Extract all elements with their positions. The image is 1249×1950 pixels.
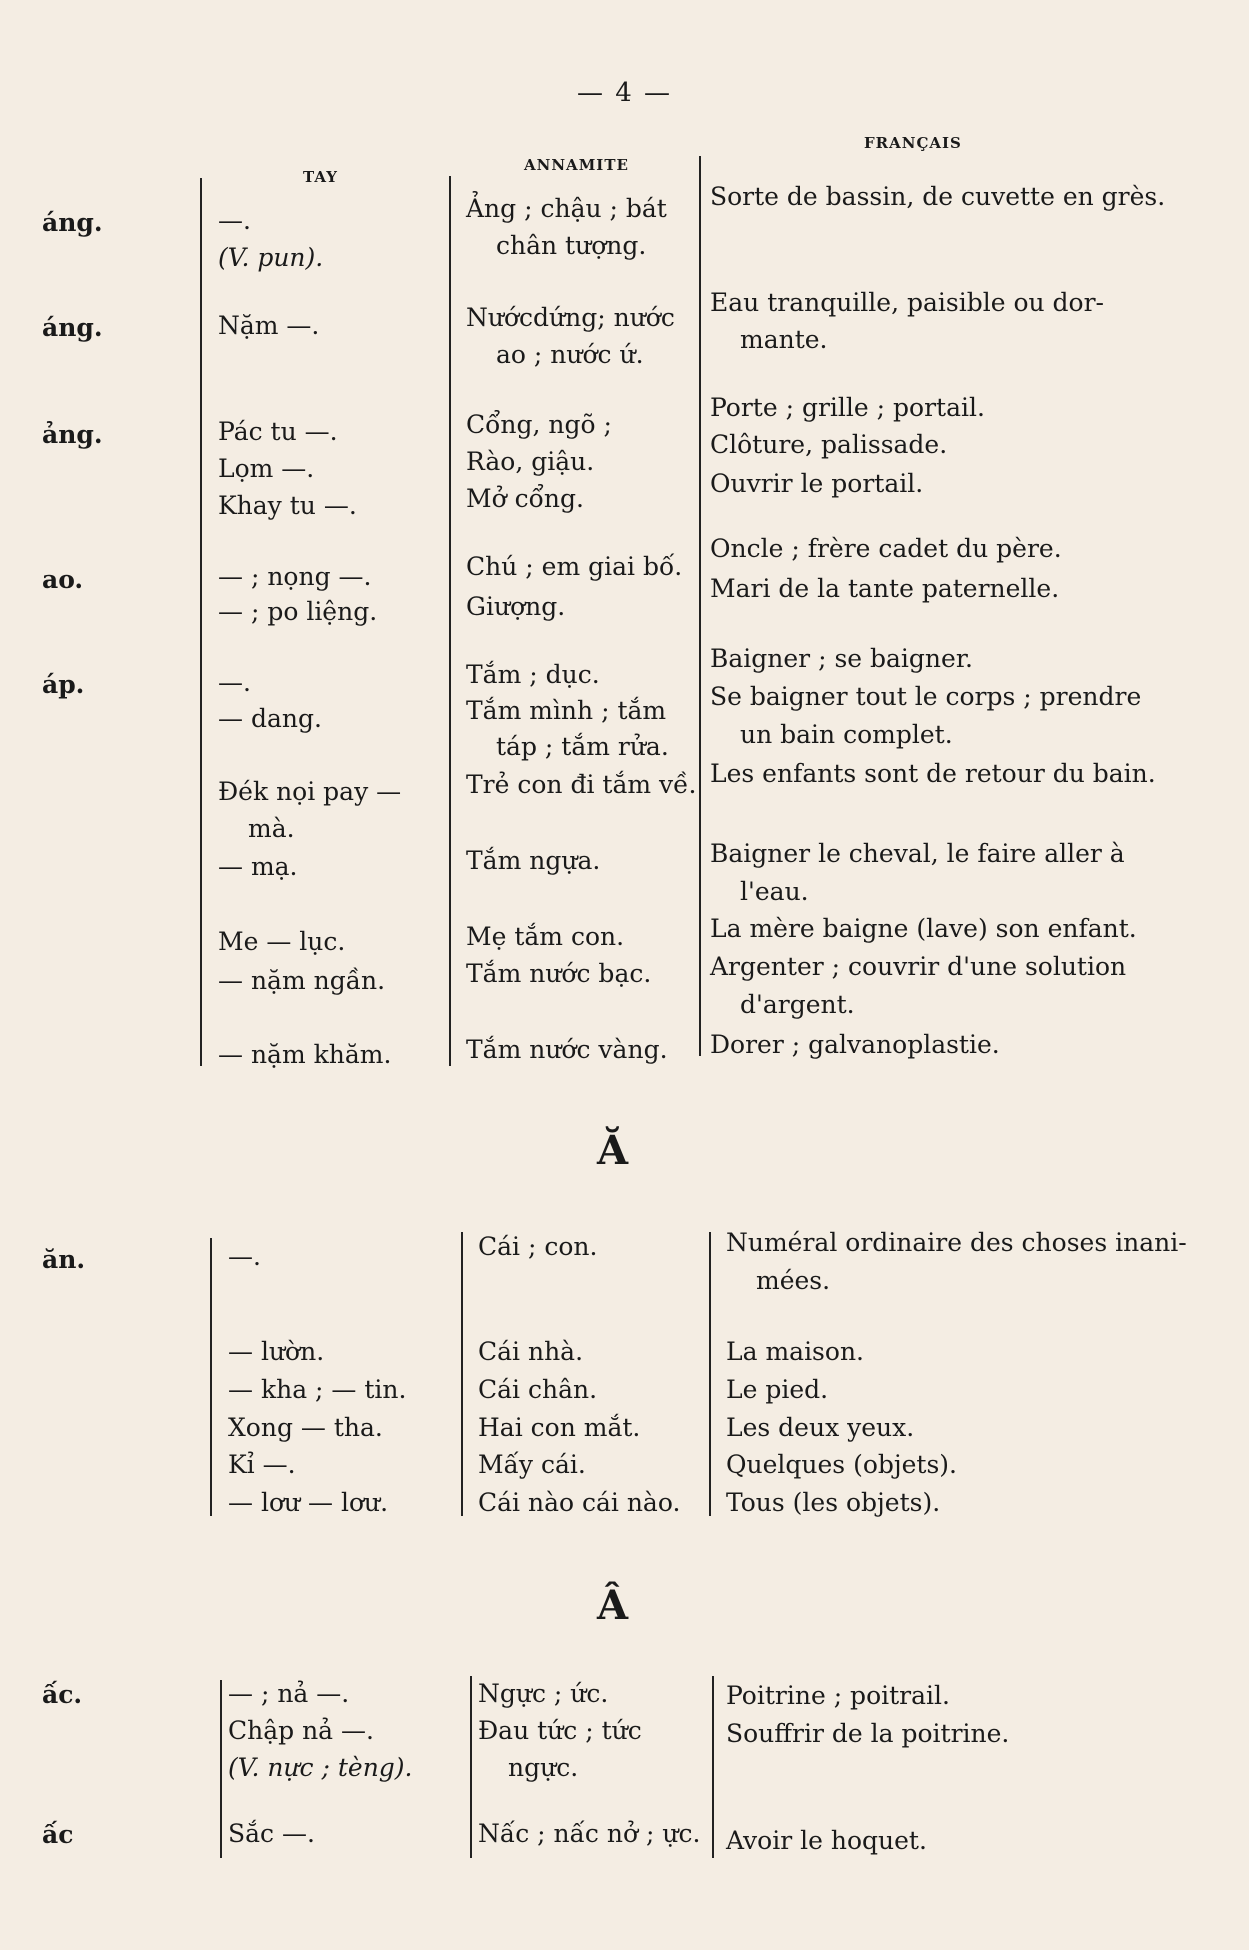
annamite-line: Rào, giậu. <box>466 447 595 476</box>
francais-line: Avoir le hoquet. <box>726 1826 927 1855</box>
tay-line: Xong — tha. <box>228 1413 383 1442</box>
francais-line: Tous (les objets). <box>726 1488 941 1517</box>
tay-line: (V. nực ; tèng). <box>228 1753 413 1782</box>
annamite-line: Cái chân. <box>478 1375 598 1404</box>
column-rule <box>461 1232 463 1516</box>
francais-line: Quelques (objets). <box>726 1450 957 1479</box>
francais-line: mées. <box>756 1266 831 1295</box>
francais-line: Sorte de bassin, de cuvette en grès. <box>710 182 1166 211</box>
francais-line: Clôture, palissade. <box>710 430 948 459</box>
column-header-francais: FRANÇAIS <box>864 134 962 152</box>
annamite-line: ngực. <box>508 1753 579 1782</box>
tay-line: — ; nọng —. <box>218 562 372 591</box>
annamite-line: Tắm ngựa. <box>466 846 601 875</box>
headword: ấc. <box>42 1680 83 1709</box>
francais-line: Dorer ; galvanoplastie. <box>710 1030 1000 1059</box>
annamite-line: Tắm mình ; tắm <box>466 696 667 725</box>
tay-line: — ; nả —. <box>228 1679 350 1708</box>
francais-line: Oncle ; frère cadet du père. <box>710 534 1062 563</box>
francais-line: La mère baigne (lave) son enfant. <box>710 914 1137 943</box>
tay-line: Kỉ —. <box>228 1450 296 1479</box>
headword: ấc <box>42 1820 74 1849</box>
tay-line: Đék nọi pay — <box>218 777 402 806</box>
tay-line: — lơư — lơư. <box>228 1488 389 1517</box>
annamite-line: Giượng. <box>466 592 566 621</box>
francais-line: La maison. <box>726 1337 864 1366</box>
tay-line: — lườn. <box>228 1337 325 1366</box>
annamite-line: Trẻ con đi tắm về. <box>466 770 697 799</box>
tay-line: (V. pun). <box>218 243 324 272</box>
annamite-line: chân tượng. <box>496 231 647 260</box>
column-rule <box>220 1680 222 1858</box>
francais-line: Le pied. <box>726 1375 829 1404</box>
francais-line: Se baigner tout le corps ; prendre <box>710 682 1142 711</box>
tay-line: —. <box>218 206 251 235</box>
annamite-line: Chú ; em giai bố. <box>466 552 683 581</box>
francais-line: Ouvrir le portail. <box>710 469 924 498</box>
francais-line: Mari de la tante paternelle. <box>710 574 1060 603</box>
tay-line: — nặm khăm. <box>218 1040 392 1069</box>
annamite-line: táp ; tắm rửa. <box>496 732 669 761</box>
tay-line: —. <box>228 1242 261 1271</box>
francais-line: Numéral ordinaire des choses inani- <box>726 1228 1187 1257</box>
annamite-line: Cái ; con. <box>478 1232 598 1261</box>
headword: áp. <box>42 670 85 699</box>
francais-line: Poitrine ; poitrail. <box>726 1681 950 1710</box>
column-rule <box>709 1232 711 1516</box>
annamite-line: Mẹ tắm con. <box>466 922 625 951</box>
annamite-line: Tắm nước vàng. <box>466 1035 668 1064</box>
annamite-line: Nấc ; nấc nở ; ực. <box>478 1819 701 1848</box>
section-letter: Ă <box>596 1127 629 1174</box>
francais-line: Baigner le cheval, le faire aller à <box>710 839 1125 868</box>
headword: ao. <box>42 565 84 594</box>
tay-line: — mạ. <box>218 852 298 881</box>
headword: áng. <box>42 208 103 237</box>
column-rule <box>470 1676 472 1858</box>
francais-line: l'eau. <box>740 877 809 906</box>
francais-line: Les enfants sont de retour du bain. <box>710 759 1156 788</box>
tay-line: Lọm —. <box>218 454 315 483</box>
headword: áng. <box>42 313 103 342</box>
section-letter: Â <box>596 1582 629 1629</box>
headword: ăn. <box>42 1245 86 1274</box>
tay-line: mà. <box>248 814 295 843</box>
tay-line: — kha ; — tin. <box>228 1375 407 1404</box>
column-rule <box>449 176 451 1066</box>
annamite-line: Tắm ; dục. <box>466 660 600 689</box>
annamite-line: Ảng ; chậu ; bát <box>466 194 667 223</box>
column-header-annamite: ANNAMITE <box>524 156 629 174</box>
tay-line: Chập nả —. <box>228 1716 374 1745</box>
tay-line: — dang. <box>218 704 322 733</box>
francais-line: mante. <box>740 325 828 354</box>
tay-line: — nặm ngần. <box>218 966 386 995</box>
column-rule <box>200 178 202 1066</box>
annamite-line: Mở cổng. <box>466 484 584 513</box>
tay-line: —. <box>218 668 251 697</box>
tay-line: Me — lục. <box>218 927 346 956</box>
francais-line: Porte ; grille ; portail. <box>710 393 985 422</box>
column-header-tay: TAY <box>303 168 338 186</box>
tay-line: — ; po liệng. <box>218 597 378 626</box>
francais-line: Eau tranquille, paisible ou dor- <box>710 288 1105 317</box>
annamite-line: Cái nào cái nào. <box>478 1488 681 1517</box>
tay-line: Nặm —. <box>218 311 320 340</box>
column-rule <box>712 1676 714 1858</box>
annamite-line: Tắm nước bạc. <box>466 959 652 988</box>
annamite-line: Đau tức ; tức <box>478 1716 642 1745</box>
francais-line: un bain complet. <box>740 720 953 749</box>
annamite-line: ao ; nước ứ. <box>496 340 644 369</box>
tay-line: Khay tu —. <box>218 491 357 520</box>
annamite-line: Cái nhà. <box>478 1337 584 1366</box>
francais-line: Baigner ; se baigner. <box>710 644 973 673</box>
headword: ảng. <box>42 420 103 449</box>
annamite-line: Ngực ; ức. <box>478 1679 609 1708</box>
francais-line: d'argent. <box>740 990 855 1019</box>
annamite-line: Cổng, ngõ ; <box>466 410 612 439</box>
annamite-line: Mấy cái. <box>478 1450 586 1479</box>
francais-line: Les deux yeux. <box>726 1413 915 1442</box>
tay-line: Sắc —. <box>228 1819 315 1848</box>
francais-line: Souffrir de la poitrine. <box>726 1719 1010 1748</box>
annamite-line: Nướcdứng; nước <box>466 303 675 332</box>
column-rule <box>699 156 701 1056</box>
francais-line: Argenter ; couvrir d'une solution <box>710 952 1127 981</box>
column-rule <box>210 1238 212 1516</box>
annamite-line: Hai con mắt. <box>478 1413 641 1442</box>
page-number: — 4 — <box>576 78 673 108</box>
tay-line: Pác tu —. <box>218 417 338 446</box>
